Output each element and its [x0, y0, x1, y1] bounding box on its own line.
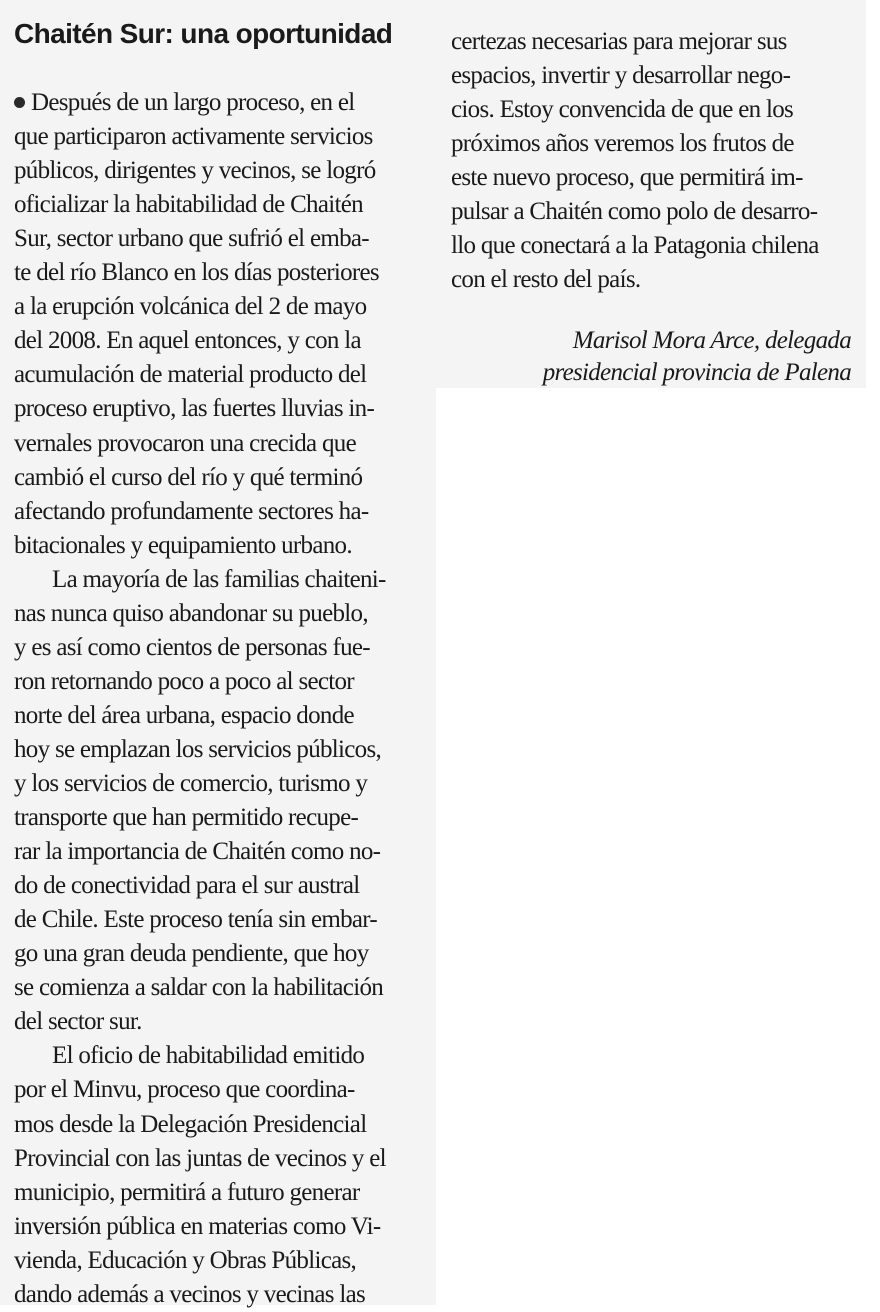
- text-line-content: y los servicios de comercio, turismo y: [14, 770, 368, 797]
- text-line: [14, 290, 366, 324]
- article-headline: Chaitén Sur: una oportunidad: [14, 18, 393, 49]
- signature-line: presidencial provincia de Palena: [542, 359, 851, 386]
- text-line: [14, 529, 352, 563]
- text-line: [14, 1176, 360, 1210]
- text-line: [14, 767, 367, 801]
- text-line-content: mos desde la Delegación Presidencial: [14, 1110, 367, 1138]
- signature-line: Marisol Mora Arce, delegada: [572, 327, 851, 354]
- text-line-content: transporte que han permitido recupe-: [14, 804, 359, 832]
- text-line-content: oficializar la habitabilidad de Chaitén: [14, 191, 363, 219]
- text-line-content: a la erupción volcánica del 2 de mayo: [14, 293, 367, 321]
- text-line: [14, 392, 374, 426]
- text-line: [14, 188, 363, 222]
- text-line-content: llo que conectará a la Patagonia chilena: [451, 232, 819, 260]
- text-line: [451, 59, 790, 93]
- text-line-content: municipio, permitirá a futuro generar: [14, 1178, 360, 1206]
- text-line: [14, 597, 368, 631]
- text-line-content: pulsar a Chaitén como polo de desarro-: [451, 198, 818, 226]
- text-line: [14, 631, 370, 665]
- text-line: [14, 222, 369, 256]
- text-line-content: inversión pública en materias como Vi-: [14, 1212, 381, 1240]
- text-line: [14, 1073, 355, 1107]
- text-line: [451, 195, 817, 229]
- text-line-content: proceso eruptivo, las fuertes lluvias in-: [14, 395, 375, 423]
- text-line-content: go una gran deuda pendiente, que hoy: [14, 940, 369, 968]
- text-line: [14, 461, 362, 495]
- text-line: [52, 563, 386, 597]
- text-line-content: del 2008. En aquel entonces, y con la: [14, 327, 361, 355]
- text-line-content: ron retornando poco a poco al sector: [14, 667, 354, 695]
- text-line-content: próximos años veremos los frutos de: [451, 130, 794, 158]
- text-line: [14, 358, 366, 392]
- text-line-content: vienda, Educación y Obras Públicas,: [14, 1246, 357, 1274]
- text-line: [14, 801, 358, 835]
- text-line: [14, 495, 368, 529]
- text-line-content: Después de un largo proceso, en el: [31, 89, 355, 116]
- text-line-content: nas nunca quiso abandonar su pueblo,: [14, 599, 368, 627]
- text-line: [451, 93, 793, 127]
- text-line-content: públicos, dirigentes y vecinos, se logró: [14, 157, 376, 185]
- text-line-content: vernales provocaron una crecida que: [14, 429, 356, 457]
- text-line: [451, 25, 787, 59]
- text-line: [52, 1039, 364, 1073]
- text-line: [14, 665, 354, 699]
- text-line: [14, 86, 355, 120]
- text-line: [14, 1278, 365, 1312]
- text-line-content: con el resto del país.: [451, 266, 641, 294]
- text-line: [14, 1108, 366, 1142]
- text-line: [14, 903, 377, 937]
- text-line: [14, 324, 361, 358]
- text-line-content: dando además a vecinos y vecinas las: [14, 1280, 366, 1308]
- text-line: [14, 1005, 142, 1039]
- text-line-content: certezas necesarias para mejorar sus: [451, 28, 787, 55]
- text-line: [14, 869, 359, 903]
- text-line-content: norte del área urbana, espacio donde: [14, 701, 354, 729]
- text-line-content: cambió el curso del río y qué terminó: [14, 463, 363, 491]
- text-line-content: El oficio de habitabilidad emitido: [52, 1042, 365, 1070]
- text-line: [14, 699, 354, 733]
- text-line-content: do de conectividad para el sur austral: [14, 872, 360, 900]
- text-line: [451, 161, 803, 195]
- text-line: [14, 427, 356, 461]
- text-line-content: y es así como cientos de personas fue-: [14, 633, 370, 661]
- text-line: [14, 971, 383, 1005]
- text-line: [14, 154, 376, 188]
- text-line: [14, 256, 379, 290]
- text-line: [14, 1142, 386, 1176]
- text-line: [14, 120, 373, 154]
- text-line-content: por el Minvu, proceso que coordina-: [14, 1076, 355, 1104]
- text-line: [14, 1210, 380, 1244]
- text-line: [451, 263, 640, 297]
- text-line-content: Sur, sector urbano que sufrió el emba-: [14, 225, 369, 253]
- text-line: [14, 1244, 356, 1278]
- text-line-content: cios. Estoy convencida de que en los: [451, 96, 794, 124]
- text-line-content: espacios, invertir y desarrollar nego-: [451, 62, 791, 90]
- text-line-content: este nuevo proceso, que permitirá im-: [451, 164, 803, 192]
- text-line-content: te del río Blanco en los días posteriores: [14, 259, 379, 287]
- text-line-content: rar la importancia de Chaitén como no-: [14, 838, 381, 866]
- text-line: [14, 733, 381, 767]
- text-line-content: bitacionales y equipamiento urbano.: [14, 531, 352, 559]
- text-line-content: hoy se emplazan los servicios públicos,: [14, 735, 382, 763]
- text-line-content: Provincial con las juntas de vecinos y el: [14, 1144, 386, 1172]
- bullet-icon: [14, 97, 25, 108]
- text-line-content: del sector sur.: [14, 1008, 142, 1036]
- text-line-content: que participaron activamente servicios: [14, 123, 373, 151]
- text-line: [451, 229, 819, 263]
- text-line-content: de Chile. Este proceso tenía sin embar-: [14, 906, 378, 934]
- text-line: [451, 127, 794, 161]
- text-line: [14, 937, 369, 971]
- text-line-content: La mayoría de las familias chaiteni-: [52, 565, 386, 593]
- text-line-content: afectando profundamente sectores ha-: [14, 497, 369, 525]
- text-line-content: acumulación de material producto del: [14, 361, 367, 389]
- text-line-content: se comienza a saldar con la habilitación: [14, 974, 384, 1002]
- text-line: [14, 835, 380, 869]
